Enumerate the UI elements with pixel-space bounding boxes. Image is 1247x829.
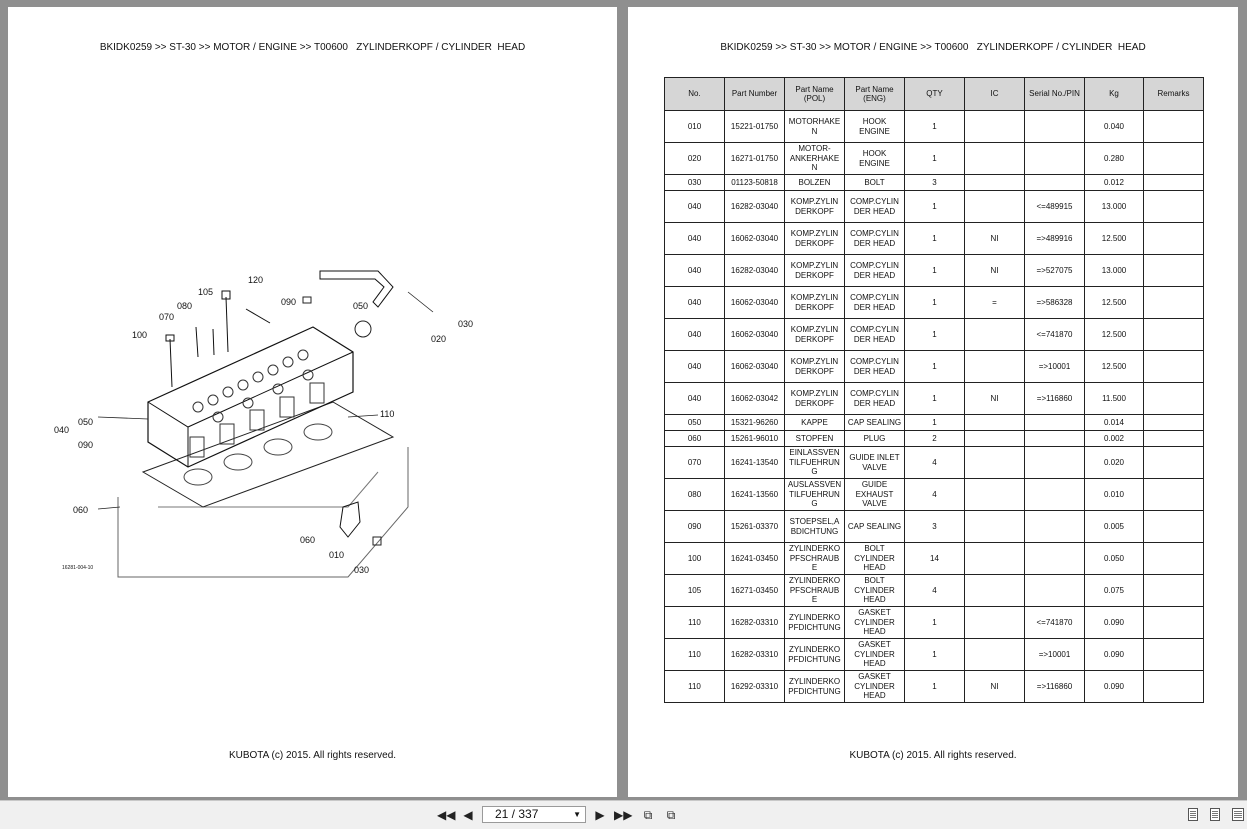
table-cell: 1 (905, 255, 965, 287)
table-cell (1025, 543, 1085, 575)
chevron-down-icon[interactable]: ▼ (573, 810, 581, 819)
table-cell (1025, 511, 1085, 543)
table-cell: KOMP.ZYLIN DERKOPF (785, 383, 845, 415)
table-cell: 12.500 (1085, 287, 1144, 319)
table-cell: 16282-03040 (725, 255, 785, 287)
table-cell: BOLT CYLINDER HEAD (845, 575, 905, 607)
table-cell (1144, 575, 1204, 607)
column-header: No. (665, 78, 725, 111)
table-cell: COMP.CYLIN DER HEAD (845, 223, 905, 255)
table-cell: 14 (905, 543, 965, 575)
column-header: Part Name (ENG) (845, 78, 905, 111)
table-row (665, 511, 1204, 543)
table-cell: 13.000 (1085, 255, 1144, 287)
table-cell (965, 111, 1025, 143)
table-cell (965, 175, 1025, 191)
table-cell: 1 (905, 639, 965, 671)
svg-text:060: 060 (73, 505, 89, 515)
svg-text:030: 030 (354, 565, 370, 575)
table-cell: 16062-03040 (725, 319, 785, 351)
table-cell (1144, 287, 1204, 319)
table-row (665, 671, 1204, 703)
svg-text:040: 040 (54, 425, 70, 435)
table-row (665, 111, 1204, 143)
table-cell: 010 (665, 111, 725, 143)
table-cell: 16062-03042 (725, 383, 785, 415)
table-cell: MOTOR- ANKERHAKE N (785, 143, 845, 175)
page-indicator: 21 / 337 (495, 807, 539, 821)
table-cell: 16282-03310 (725, 607, 785, 639)
table-cell: <=489915 (1025, 191, 1085, 223)
table-cell: 16241-03450 (725, 543, 785, 575)
table-cell: NI (965, 223, 1025, 255)
table-row (665, 351, 1204, 383)
table-cell: 13.000 (1085, 191, 1144, 223)
table-row (665, 287, 1204, 319)
svg-text:010: 010 (329, 550, 345, 560)
table-cell: HOOK ENGINE (845, 143, 905, 175)
table-cell (1144, 383, 1204, 415)
svg-text:030: 030 (458, 319, 474, 329)
table-cell: 15221-01750 (725, 111, 785, 143)
table-cell (1144, 447, 1204, 479)
table-cell (1025, 175, 1085, 191)
table-cell: 3 (905, 175, 965, 191)
table-cell: 16271-01750 (725, 143, 785, 175)
table-cell (965, 143, 1025, 175)
table-cell (965, 607, 1025, 639)
table-cell: 080 (665, 479, 725, 511)
table-cell: EINLASSVEN TILFUEHRUN G (785, 447, 845, 479)
table-cell: BOLZEN (785, 175, 845, 191)
table-cell: NI (965, 383, 1025, 415)
table-cell: 1 (905, 415, 965, 431)
table-cell: 0.005 (1085, 511, 1144, 543)
table-cell: ZYLINDERKO PFDICHTUNG (785, 671, 845, 703)
svg-text:105: 105 (198, 287, 214, 297)
table-cell (1144, 111, 1204, 143)
table-cell: 12.500 (1085, 319, 1144, 351)
table-cell (1025, 143, 1085, 175)
table-cell: 12.500 (1085, 351, 1144, 383)
table-cell: 0.040 (1085, 111, 1144, 143)
table-cell: 16241-13560 (725, 479, 785, 511)
table-cell: 040 (665, 223, 725, 255)
table-cell: 2 (905, 431, 965, 447)
table-row (665, 191, 1204, 223)
two-page-view-icon[interactable] (1232, 808, 1244, 821)
table-cell: 1 (905, 351, 965, 383)
prev-page-icon[interactable]: ◀ (463, 808, 473, 822)
table-cell: 0.012 (1085, 175, 1144, 191)
table-cell: 0.090 (1085, 639, 1144, 671)
table-cell (965, 447, 1025, 479)
first-page-icon[interactable]: ◀◀ (437, 808, 456, 822)
column-header: Remarks (1144, 78, 1204, 111)
table-cell (1144, 607, 1204, 639)
breadcrumb: BKIDK0259 >> ST-30 >> MOTOR / ENGINE >> T00600 ZYLINDERKOPF / CYLINDER HEAD (720, 42, 1146, 53)
table-cell (1144, 255, 1204, 287)
table-cell: KOMP.ZYLIN DERKOPF (785, 255, 845, 287)
table-cell (1025, 111, 1085, 143)
fit-width-icon[interactable]: ⧉ (666, 808, 676, 822)
svg-text:100: 100 (132, 330, 148, 340)
table-cell: 01123-50818 (725, 175, 785, 191)
table-cell: 16062-03040 (725, 223, 785, 255)
svg-text:060: 060 (300, 535, 316, 545)
table-cell: 1 (905, 287, 965, 319)
table-cell: = (965, 287, 1025, 319)
table-cell (1025, 479, 1085, 511)
table-row (665, 175, 1204, 191)
table-cell: 3 (905, 511, 965, 543)
table-cell: STOPFEN (785, 431, 845, 447)
table-cell: 020 (665, 143, 725, 175)
table-cell: HOOK ENGINE (845, 111, 905, 143)
column-header: Serial No./PIN (1025, 78, 1085, 111)
table-cell: BOLT (845, 175, 905, 191)
table-row (665, 415, 1204, 431)
table-cell: <=741870 (1025, 607, 1085, 639)
table-row (665, 479, 1204, 511)
table-cell: GASKET CYLINDER HEAD (845, 671, 905, 703)
table-row (665, 143, 1204, 175)
table-cell: 0.090 (1085, 671, 1144, 703)
next-page-icon[interactable]: ▶ (595, 808, 605, 822)
table-cell: =>116860 (1025, 671, 1085, 703)
table-cell: 040 (665, 191, 725, 223)
table-cell: MOTORHAKE N (785, 111, 845, 143)
table-cell: 4 (905, 447, 965, 479)
svg-text:020: 020 (431, 334, 447, 344)
table-row (665, 639, 1204, 671)
table-cell: CAP SEALING (845, 415, 905, 431)
table-cell: 100 (665, 543, 725, 575)
table-cell: ZYLINDERKO PFSCHRAUB E (785, 575, 845, 607)
table-cell: 0.090 (1085, 607, 1144, 639)
table-cell: 0.020 (1085, 447, 1144, 479)
table-cell: COMP.CYLIN DER HEAD (845, 351, 905, 383)
breadcrumb: BKIDK0259 >> ST-30 >> MOTOR / ENGINE >> T00600 ZYLINDERKOPF / CYLINDER HEAD (99, 42, 526, 53)
table-cell (1144, 671, 1204, 703)
table-cell: 105 (665, 575, 725, 607)
table-cell: 040 (665, 255, 725, 287)
table-cell: KOMP.ZYLIN DERKOPF (785, 223, 845, 255)
svg-text:090: 090 (78, 440, 94, 450)
table-cell (1025, 431, 1085, 447)
table-cell: KOMP.ZYLIN DERKOPF (785, 191, 845, 223)
table-cell: GASKET CYLINDER HEAD (845, 639, 905, 671)
table-cell: 1 (905, 223, 965, 255)
table-cell (1144, 223, 1204, 255)
table-cell: 110 (665, 607, 725, 639)
svg-text:050: 050 (78, 417, 94, 427)
table-cell: 110 (665, 639, 725, 671)
table-cell: STOEPSEL,A BDICHTUNG (785, 511, 845, 543)
table-cell: =>527075 (1025, 255, 1085, 287)
table-cell: ZYLINDERKO PFDICHTUNG (785, 639, 845, 671)
table-cell (1144, 511, 1204, 543)
table-row (665, 447, 1204, 479)
table-cell: NI (965, 671, 1025, 703)
table-cell: KOMP.ZYLIN DERKOPF (785, 319, 845, 351)
table-cell: 0.002 (1085, 431, 1144, 447)
table-row (665, 543, 1204, 575)
last-page-icon[interactable]: ▶▶ (614, 808, 633, 822)
table-cell: BOLT CYLINDER HEAD (845, 543, 905, 575)
table-cell: 0.010 (1085, 479, 1144, 511)
table-cell: <=741870 (1025, 319, 1085, 351)
table-row (665, 223, 1204, 255)
table-cell (1144, 319, 1204, 351)
table-cell: =>489916 (1025, 223, 1085, 255)
table-header-row (665, 78, 1204, 111)
table-cell (1025, 575, 1085, 607)
table-row (665, 607, 1204, 639)
table-cell: 040 (665, 351, 725, 383)
table-cell: =>10001 (1025, 639, 1085, 671)
table-cell: 16062-03040 (725, 351, 785, 383)
column-header: IC (965, 78, 1025, 111)
svg-text:110: 110 (380, 409, 395, 419)
svg-text:090: 090 (281, 297, 297, 307)
svg-text:050: 050 (353, 301, 369, 311)
table-cell (1144, 543, 1204, 575)
table-cell (1025, 447, 1085, 479)
table-cell: 040 (665, 383, 725, 415)
column-header: Kg (1085, 78, 1144, 111)
table-cell (1144, 431, 1204, 447)
fit-page-icon[interactable]: ⧉ (643, 808, 653, 822)
table-cell: 16062-03040 (725, 287, 785, 319)
exploded-parts-diagram (48, 257, 488, 597)
table-cell: =>586328 (1025, 287, 1085, 319)
table-cell (1144, 175, 1204, 191)
table-row (665, 575, 1204, 607)
table-cell: 1 (905, 607, 965, 639)
table-cell (1144, 191, 1204, 223)
svg-text:080: 080 (177, 301, 193, 311)
table-cell: 1 (905, 671, 965, 703)
table-cell: KOMP.ZYLIN DERKOPF (785, 287, 845, 319)
single-page-view-icon[interactable] (1188, 808, 1198, 821)
table-cell: NI (965, 255, 1025, 287)
column-header: QTY (905, 78, 965, 111)
table-cell (965, 479, 1025, 511)
svg-text:070: 070 (159, 312, 175, 322)
table-cell (1144, 479, 1204, 511)
table-cell: CAP SEALING (845, 511, 905, 543)
table-cell: 030 (665, 175, 725, 191)
table-cell: 4 (905, 479, 965, 511)
table-cell: 0.050 (1085, 543, 1144, 575)
column-header: Part Number (725, 78, 785, 111)
table-cell: 070 (665, 447, 725, 479)
table-cell: 1 (905, 383, 965, 415)
table-cell: GASKET CYLINDER HEAD (845, 607, 905, 639)
table-cell: COMP.CYLIN DER HEAD (845, 191, 905, 223)
pdf-page-diagram (8, 7, 617, 797)
table-cell (965, 639, 1025, 671)
table-cell: 0.280 (1085, 143, 1144, 175)
page-footer: KUBOTA (c) 2015. All rights reserved. (849, 750, 1017, 761)
table-cell: KOMP.ZYLIN DERKOPF (785, 351, 845, 383)
table-cell: GUIDE EXHAUST VALVE (845, 479, 905, 511)
table-cell: 0.014 (1085, 415, 1144, 431)
table-cell: COMP.CYLIN DER HEAD (845, 255, 905, 287)
table-cell: 16292-03310 (725, 671, 785, 703)
table-cell (965, 415, 1025, 431)
table-cell (1144, 351, 1204, 383)
column-header: Part Name (POL) (785, 78, 845, 111)
table-cell: 1 (905, 143, 965, 175)
table-cell: ZYLINDERKO PFSCHRAUB E (785, 543, 845, 575)
drawing-number: 16281-004-10 (62, 565, 94, 571)
table-cell: 15261-96010 (725, 431, 785, 447)
table-cell: 040 (665, 287, 725, 319)
table-row (665, 383, 1204, 415)
table-row (665, 319, 1204, 351)
table-cell (965, 431, 1025, 447)
table-cell: 1 (905, 191, 965, 223)
table-cell: COMP.CYLIN DER HEAD (845, 383, 905, 415)
table-cell: 11.500 (1085, 383, 1144, 415)
continuous-view-icon[interactable] (1210, 808, 1220, 821)
table-cell: 090 (665, 511, 725, 543)
table-cell: 15261-03370 (725, 511, 785, 543)
table-cell: GUIDE INLET VALVE (845, 447, 905, 479)
table-cell: 1 (905, 319, 965, 351)
table-cell: =>10001 (1025, 351, 1085, 383)
table-row (665, 431, 1204, 447)
table-cell: 040 (665, 319, 725, 351)
page-number-input[interactable] (482, 806, 586, 823)
table-cell (965, 191, 1025, 223)
svg-text:120: 120 (248, 275, 264, 285)
table-cell: 15321-96260 (725, 415, 785, 431)
table-cell (965, 351, 1025, 383)
table-cell: 16282-03040 (725, 191, 785, 223)
table-cell: 16241-13540 (725, 447, 785, 479)
table-cell: 1 (905, 111, 965, 143)
table-cell (1025, 415, 1085, 431)
table-cell (1144, 143, 1204, 175)
table-cell: PLUG (845, 431, 905, 447)
table-cell: KAPPE (785, 415, 845, 431)
table-cell: 4 (905, 575, 965, 607)
table-row (665, 255, 1204, 287)
pdf-viewer-toolbar (0, 800, 1247, 829)
parts-table (664, 77, 1204, 703)
table-cell: 12.500 (1085, 223, 1144, 255)
pdf-page-parts-list (628, 7, 1238, 797)
table-cell: COMP.CYLIN DER HEAD (845, 319, 905, 351)
table-cell: 16282-03310 (725, 639, 785, 671)
table-cell (1144, 639, 1204, 671)
table-cell: COMP.CYLIN DER HEAD (845, 287, 905, 319)
table-cell: 16271-03450 (725, 575, 785, 607)
table-cell: ZYLINDERKO PFDICHTUNG (785, 607, 845, 639)
table-cell (965, 575, 1025, 607)
table-cell (1144, 415, 1204, 431)
table-cell: 0.075 (1085, 575, 1144, 607)
page-footer: KUBOTA (c) 2015. All rights reserved. (228, 750, 397, 761)
table-cell: =>116860 (1025, 383, 1085, 415)
table-cell (965, 319, 1025, 351)
table-cell (965, 511, 1025, 543)
table-cell (965, 543, 1025, 575)
table-cell: AUSLASSVEN TILFUEHRUN G (785, 479, 845, 511)
table-cell: 050 (665, 415, 725, 431)
table-cell: 060 (665, 431, 725, 447)
table-cell: 110 (665, 671, 725, 703)
